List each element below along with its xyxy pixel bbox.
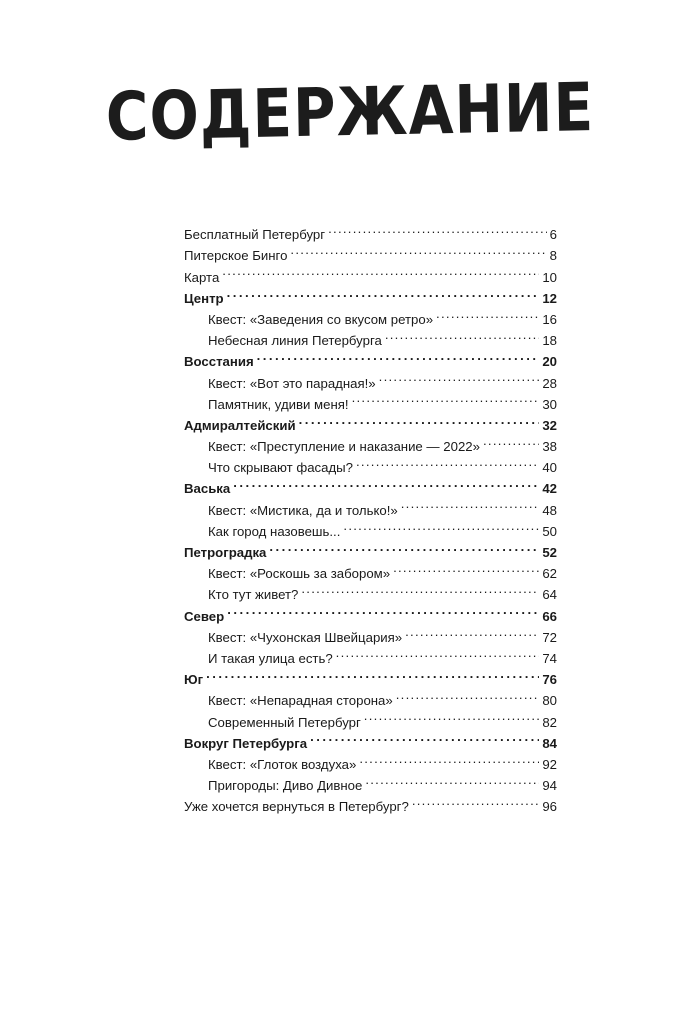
toc-entry-label: Центр xyxy=(184,290,224,306)
toc-entry-label: Питерское Бинго xyxy=(184,248,288,264)
toc-entry-label: Как город назовешь... xyxy=(208,523,341,539)
dot-leader xyxy=(269,536,539,557)
toc-entry[interactable] xyxy=(184,218,557,243)
toc-entry-label: Вокруг Петербурга xyxy=(184,735,308,751)
dot-leader xyxy=(405,621,539,642)
dot-leader xyxy=(336,642,540,663)
toc-entry-page-number: 12 xyxy=(542,290,557,306)
toc-entry-page-number: 76 xyxy=(542,672,557,688)
dot-leader xyxy=(436,303,539,324)
dot-leader xyxy=(385,324,540,345)
toc-entry-page-number: 84 xyxy=(542,735,557,751)
toc-entry-page-number: 16 xyxy=(542,311,557,327)
dot-leader xyxy=(364,705,540,726)
toc-entry-label: Квест: «Чухонская Швейцария» xyxy=(208,629,403,645)
dot-leader xyxy=(359,748,539,769)
dot-leader xyxy=(412,790,540,811)
toc-entry[interactable] xyxy=(184,260,557,285)
toc-entry-page-number: 8 xyxy=(549,248,557,264)
toc-entry-label: Квест: «Вот это парадная!» xyxy=(208,375,376,391)
dot-leader xyxy=(233,472,539,493)
toc-entry-label: Уже хочется вернуться в Петербург? xyxy=(184,799,409,815)
toc-entry-page-number: 48 xyxy=(542,502,557,518)
toc-section-entry[interactable] xyxy=(184,472,557,497)
dot-leader xyxy=(483,430,539,451)
toc-entry-label: Квест: «Мистика, да и только!» xyxy=(208,502,398,518)
toc-entry-page-number: 38 xyxy=(542,439,557,455)
toc-entry-page-number: 10 xyxy=(542,269,557,285)
dot-leader xyxy=(299,409,540,430)
toc-entry-page-number: 52 xyxy=(542,545,557,560)
toc-entry-page-number: 20 xyxy=(542,354,557,370)
dot-leader xyxy=(343,515,539,536)
toc-entry-label: Кто тут живет? xyxy=(208,587,299,603)
toc-entry-page-number: 28 xyxy=(542,375,557,391)
toc-entry-page-number: 72 xyxy=(542,629,557,645)
toc-entry-label: Что скрывают фасады? xyxy=(208,460,353,476)
toc-entry-page-number: 80 xyxy=(542,693,557,709)
toc-entry-label: Пригороды: Диво Дивное xyxy=(208,778,363,794)
dot-leader xyxy=(257,345,540,366)
toc-entry-label: Адмиралтейский xyxy=(184,417,296,433)
page-title: СОДЕРЖАНИЕ xyxy=(105,68,595,156)
dot-leader xyxy=(290,239,546,260)
dot-leader xyxy=(365,769,539,790)
toc-entry-label: Квест: «Преступление и наказание — 2022» xyxy=(208,439,480,455)
toc-entry-label: Бесплатный Петербург xyxy=(184,227,326,243)
toc-entry-page-number: 62 xyxy=(542,566,557,582)
dot-leader xyxy=(301,578,539,599)
toc-entry-label: Юг xyxy=(184,672,204,688)
toc-entry-page-number: 6 xyxy=(549,227,557,243)
toc-entry-page-number: 92 xyxy=(542,756,557,772)
toc-entry-page-number: 40 xyxy=(542,460,557,476)
toc-entry-page-number: 32 xyxy=(542,417,557,433)
toc-entry-page-number: 18 xyxy=(542,333,557,349)
toc-entry-label: Карта xyxy=(184,269,220,285)
dot-leader xyxy=(310,727,539,748)
toc-entry-label: Васька xyxy=(184,481,231,497)
dot-leader xyxy=(393,557,539,578)
toc-entry-page-number: 66 xyxy=(542,608,557,624)
toc-entry-label: Север xyxy=(184,608,225,624)
toc-entry-page-number: 42 xyxy=(542,481,557,497)
dot-leader xyxy=(222,260,539,281)
dot-leader xyxy=(356,451,539,472)
toc-entry-label: Петроградка xyxy=(184,545,267,560)
toc-entry-page-number: 82 xyxy=(542,714,557,730)
table-of-contents xyxy=(184,218,557,815)
toc-entry-page-number: 50 xyxy=(542,523,557,539)
dot-leader xyxy=(227,599,539,620)
toc-entry-page-number: 30 xyxy=(542,396,557,412)
toc-entry-label: Современный Петербург xyxy=(208,714,361,730)
toc-section-entry[interactable] xyxy=(184,599,557,624)
dot-leader xyxy=(352,388,540,409)
toc-section-entry[interactable] xyxy=(184,282,557,306)
toc-entry-label: Памятник, удиви меня! xyxy=(208,396,349,412)
dot-leader xyxy=(206,663,539,684)
toc-entry-page-number: 64 xyxy=(542,587,557,603)
toc-section-entry[interactable] xyxy=(184,663,557,688)
dot-leader xyxy=(328,218,547,239)
dot-leader xyxy=(401,493,540,514)
toc-entry[interactable] xyxy=(184,621,557,645)
toc-entry-label: Небесная линия Петербурга xyxy=(208,333,382,349)
toc-entry-label: Квест: «Заведения со вкусом ретро» xyxy=(208,311,434,327)
toc-entry-page-number: 74 xyxy=(542,650,557,666)
dot-leader xyxy=(396,684,540,705)
toc-entry[interactable] xyxy=(184,684,557,709)
dot-leader xyxy=(379,366,540,387)
toc-entry[interactable] xyxy=(184,303,557,327)
toc-entry-label: Квест: «Непарадная сторона» xyxy=(208,693,393,709)
toc-entry-label: Восстания xyxy=(184,354,254,370)
toc-entry-label: Квест: «Роскошь за забором» xyxy=(208,566,391,582)
toc-entry-page-number: 94 xyxy=(542,778,557,794)
toc-entry-page-number: 96 xyxy=(542,799,557,815)
dot-leader xyxy=(227,282,540,303)
toc-entry-label: Квест: «Глоток воздуха» xyxy=(208,756,357,772)
toc-entry-label: И такая улица есть? xyxy=(208,650,333,666)
toc-entry[interactable] xyxy=(184,493,557,518)
